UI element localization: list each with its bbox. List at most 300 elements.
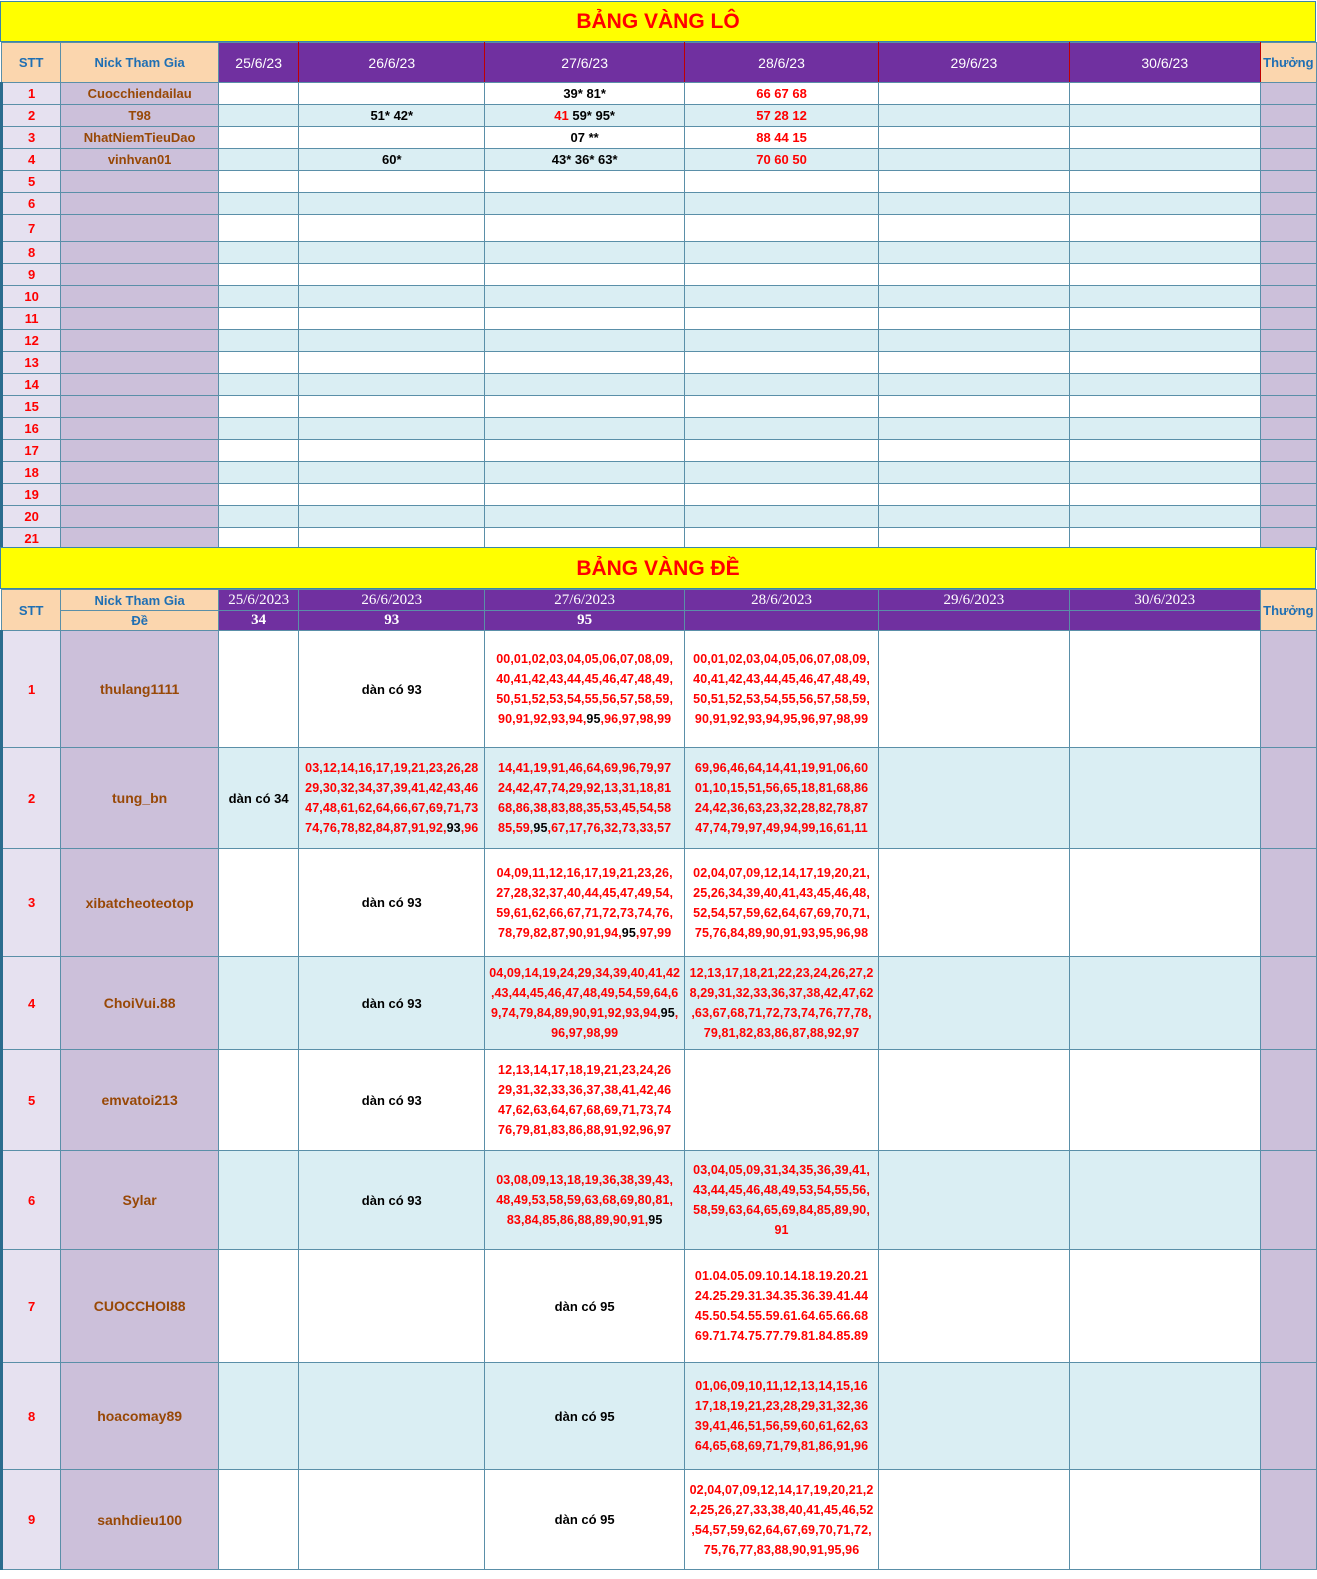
row-stt: 4 bbox=[2, 957, 61, 1050]
number-line bbox=[485, 758, 684, 778]
header-date-3: 27/6/2023 bbox=[485, 590, 685, 611]
de-row bbox=[2, 1250, 1317, 1363]
cell-26-6: 60* bbox=[299, 149, 485, 171]
number-line bbox=[685, 798, 878, 818]
row-nick bbox=[61, 440, 219, 462]
number-text: 75,76,84,89,90,91,93,95,96,98 bbox=[694, 925, 869, 940]
cell-26-6: dàn có 93 bbox=[299, 1151, 485, 1250]
cell-25-6 bbox=[218, 957, 298, 1050]
lo-row bbox=[2, 286, 1317, 308]
number-line bbox=[685, 1220, 878, 1240]
cell-28-6 bbox=[685, 308, 879, 330]
number-line bbox=[685, 1286, 878, 1306]
number-text: 24,42,36,63,23,32,28,82,78,87 bbox=[694, 801, 869, 815]
lo-row bbox=[2, 462, 1317, 484]
number-text: 83,84,85,86,88,89,90,91, bbox=[506, 1213, 649, 1227]
star-numbers: 59* 95* bbox=[568, 108, 615, 123]
cell-25-6 bbox=[218, 352, 298, 374]
row-stt: 6 bbox=[2, 1151, 61, 1250]
number-text: 78,79,82,87,90,91,94, bbox=[498, 925, 622, 940]
number-text: 69.71.74.75.77.79.81.84.85.89 bbox=[694, 1329, 869, 1343]
number-line bbox=[485, 1190, 684, 1210]
cell-25-6 bbox=[218, 83, 298, 105]
result-2: 93 bbox=[299, 611, 485, 631]
number-text: 50,51,52,53,54,55,56,57,58,59, bbox=[496, 692, 674, 706]
result-6 bbox=[1069, 611, 1260, 631]
lo-row bbox=[2, 308, 1317, 330]
lo-row bbox=[2, 418, 1317, 440]
row-nick: Sylar bbox=[61, 1151, 219, 1250]
lo-row bbox=[2, 506, 1317, 528]
cell-30-6 bbox=[1069, 308, 1260, 330]
number-text: 40,41,42,43,44,45,46,47,48,49, bbox=[496, 672, 674, 686]
row-stt: 17 bbox=[2, 440, 61, 462]
cell-25-6 bbox=[218, 1250, 298, 1363]
cell-27-6 bbox=[485, 242, 685, 264]
cell-29-6 bbox=[878, 149, 1069, 171]
cell-26-6 bbox=[299, 396, 485, 418]
number-text: 02,04,07,09,12,14,17,19,20,21, bbox=[693, 865, 870, 880]
cell-26-6 bbox=[299, 171, 485, 193]
header-date-4: 28/6/2023 bbox=[685, 590, 879, 611]
number-text: ,97,99 bbox=[635, 925, 672, 940]
number-text: 52,54,57,59,62,64,67,69,70,71, bbox=[693, 905, 870, 920]
number-line bbox=[685, 689, 878, 709]
cell-thuong bbox=[1260, 308, 1316, 330]
number-text: 14,41,19,91,46,64,69,96,79,97 bbox=[498, 761, 672, 775]
de-row bbox=[2, 1363, 1317, 1470]
cell-30-6 bbox=[1069, 286, 1260, 308]
cell-25-6 bbox=[218, 440, 298, 462]
number-line bbox=[685, 1540, 878, 1560]
cell-29-6 bbox=[878, 1470, 1069, 1570]
number-line bbox=[485, 923, 684, 943]
cell-27-6: 43* 36* 63* bbox=[485, 149, 685, 171]
row-stt: 18 bbox=[2, 462, 61, 484]
cell-thuong bbox=[1260, 1470, 1316, 1570]
cell-30-6 bbox=[1069, 83, 1260, 105]
cell-28-6 bbox=[685, 330, 879, 352]
cell-30-6 bbox=[1069, 418, 1260, 440]
row-nick bbox=[61, 396, 219, 418]
number-text: ,63,67,68,71,72,73,74,76,77,78, bbox=[691, 1006, 872, 1020]
row-stt: 19 bbox=[2, 484, 61, 506]
cell-thuong bbox=[1260, 1250, 1316, 1363]
header-date-5: 29/6/2023 bbox=[878, 590, 1069, 611]
number-line bbox=[485, 963, 684, 983]
number-text: 01,10,15,51,56,65,18,81,68,86 bbox=[694, 781, 869, 795]
row-stt: 14 bbox=[2, 374, 61, 396]
number-text: 50,51,52,53,54,55,56,57,58,59, bbox=[693, 692, 870, 706]
cell-30-6 bbox=[1069, 127, 1260, 149]
row-nick: ChoiVui.88 bbox=[61, 957, 219, 1050]
header-de-label: Đề bbox=[61, 611, 219, 631]
cell-thuong bbox=[1260, 418, 1316, 440]
cell-27-6 bbox=[485, 264, 685, 286]
cell-25-6 bbox=[218, 308, 298, 330]
number-line bbox=[299, 778, 484, 798]
cell-30-6 bbox=[1069, 1250, 1260, 1363]
cell-thuong bbox=[1260, 506, 1316, 528]
cell-thuong bbox=[1260, 462, 1316, 484]
cell-29-6 bbox=[878, 462, 1069, 484]
number-text: , bbox=[674, 1006, 679, 1020]
row-stt: 13 bbox=[2, 352, 61, 374]
cell-28-6: 70 60 50 bbox=[685, 149, 879, 171]
cell-27-6 bbox=[485, 1050, 685, 1151]
number-text: 75,76,77,83,88,90,91,95,96 bbox=[703, 1542, 860, 1557]
number-text: 45.50.54.55.59.61.64.65.66.68 bbox=[694, 1309, 869, 1323]
number-text: 90,91,92,93,94,95,96,97,98,99 bbox=[694, 712, 869, 726]
cell-27-6: 07 ** bbox=[485, 127, 685, 149]
number-line bbox=[685, 1306, 878, 1326]
cell-thuong bbox=[1260, 105, 1316, 127]
row-nick bbox=[61, 193, 219, 215]
cell-30-6 bbox=[1069, 215, 1260, 242]
header-date-3: 27/6/23 bbox=[485, 43, 685, 83]
cell-28-6 bbox=[685, 440, 879, 462]
cell-29-6 bbox=[878, 748, 1069, 849]
cell-25-6 bbox=[218, 149, 298, 171]
row-stt: 2 bbox=[2, 748, 61, 849]
cell-29-6 bbox=[878, 440, 1069, 462]
cell-27-6 bbox=[485, 957, 685, 1050]
cell-thuong bbox=[1260, 748, 1316, 849]
row-stt: 8 bbox=[2, 1363, 61, 1470]
cell-30-6 bbox=[1069, 1470, 1260, 1570]
cell-27-6 bbox=[485, 506, 685, 528]
row-nick: hoacomay89 bbox=[61, 1363, 219, 1470]
cell-28-6 bbox=[685, 484, 879, 506]
cell-28-6 bbox=[685, 748, 879, 849]
header-date-5: 29/6/23 bbox=[878, 43, 1069, 83]
header-date-1: 25/6/2023 bbox=[218, 590, 298, 611]
cell-30-6 bbox=[1069, 1363, 1260, 1470]
cell-30-6 bbox=[1069, 748, 1260, 849]
number-line bbox=[485, 903, 684, 923]
number-line bbox=[299, 758, 484, 778]
cell-29-6 bbox=[878, 264, 1069, 286]
row-nick: T98 bbox=[61, 105, 219, 127]
cell-29-6 bbox=[878, 1250, 1069, 1363]
cell-25-6 bbox=[218, 264, 298, 286]
cell-thuong bbox=[1260, 1050, 1316, 1151]
number-line bbox=[485, 1210, 684, 1230]
cell-25-6 bbox=[218, 105, 298, 127]
header-date-1: 25/6/23 bbox=[218, 43, 298, 83]
cell-thuong bbox=[1260, 242, 1316, 264]
number-text: 96,97,98,99 bbox=[551, 1026, 619, 1040]
cell-30-6 bbox=[1069, 374, 1260, 396]
cell-29-6 bbox=[878, 83, 1069, 105]
row-nick: emvatoi213 bbox=[61, 1050, 219, 1151]
header-date-2: 26/6/23 bbox=[299, 43, 485, 83]
number-text: 02,04,07,09,12,14,17,19,20,21,2 bbox=[689, 1482, 874, 1497]
number-line bbox=[685, 1376, 878, 1396]
cell-26-6 bbox=[299, 330, 485, 352]
cell-25-6 bbox=[218, 396, 298, 418]
cell-26-6 bbox=[299, 264, 485, 286]
cell-28-6 bbox=[685, 374, 879, 396]
number-text: 00,01,02,03,04,05,06,07,08,09, bbox=[496, 652, 674, 666]
number-text: 59,61,62,66,67,71,72,73,74,76, bbox=[496, 905, 674, 920]
row-stt: 1 bbox=[2, 631, 61, 748]
cell-26-6 bbox=[299, 193, 485, 215]
cell-29-6 bbox=[878, 957, 1069, 1050]
row-nick bbox=[61, 264, 219, 286]
row-stt: 4 bbox=[2, 149, 61, 171]
number-line bbox=[685, 1520, 878, 1540]
header-date-4: 28/6/23 bbox=[685, 43, 879, 83]
cell-27-6 bbox=[485, 440, 685, 462]
cell-28-6 bbox=[685, 352, 879, 374]
number-text: 76,79,81,83,86,88,91,92,96,97 bbox=[498, 1123, 672, 1137]
lo-row bbox=[2, 83, 1317, 105]
header-thuong: Thưởng bbox=[1260, 43, 1316, 83]
row-stt: 1 bbox=[2, 83, 61, 105]
result-5 bbox=[878, 611, 1069, 631]
number-text: 64,65,68,69,71,79,81,86,91,96 bbox=[694, 1439, 869, 1453]
number-text: 47,74,79,97,49,94,99,16,61,11 bbox=[695, 821, 868, 835]
row-stt: 2 bbox=[2, 105, 61, 127]
number-text: 9,74,79,84,89,90,91,92,93,94, bbox=[490, 1006, 661, 1020]
number-text: ,96 bbox=[460, 821, 479, 835]
cell-30-6 bbox=[1069, 105, 1260, 127]
cell-29-6 bbox=[878, 631, 1069, 748]
cell-27-6 bbox=[485, 748, 685, 849]
cell-26-6 bbox=[299, 506, 485, 528]
cell-25-6 bbox=[218, 1151, 298, 1250]
cell-28-6 bbox=[685, 1050, 879, 1151]
row-stt: 9 bbox=[2, 1470, 61, 1570]
cell-29-6 bbox=[878, 286, 1069, 308]
cell-29-6 bbox=[878, 242, 1069, 264]
result-4 bbox=[685, 611, 879, 631]
row-nick bbox=[61, 308, 219, 330]
cell-27-6: 39* 81* bbox=[485, 83, 685, 105]
number-text: 2,25,26,27,33,38,40,41,45,46,52 bbox=[689, 1502, 874, 1517]
cell-thuong bbox=[1260, 83, 1316, 105]
de-row bbox=[2, 748, 1317, 849]
number-text: 85,59, bbox=[498, 821, 534, 835]
cell-29-6 bbox=[878, 484, 1069, 506]
row-nick bbox=[61, 171, 219, 193]
cell-25-6 bbox=[218, 418, 298, 440]
number-line bbox=[485, 863, 684, 883]
cell-thuong bbox=[1260, 1151, 1316, 1250]
cell-27-6: dàn có 95 bbox=[485, 1470, 685, 1570]
cell-29-6 bbox=[878, 105, 1069, 127]
cell-25-6 bbox=[218, 631, 298, 748]
cell-29-6 bbox=[878, 127, 1069, 149]
cell-29-6 bbox=[878, 418, 1069, 440]
cell-25-6 bbox=[218, 374, 298, 396]
number-text: 27,28,32,37,40,44,45,47,49,54, bbox=[496, 885, 674, 900]
number-text: 74,76,78,82,84,87,91,92, bbox=[305, 821, 447, 835]
cell-26-6 bbox=[299, 215, 485, 242]
number-line bbox=[685, 923, 878, 943]
lo-row bbox=[2, 264, 1317, 286]
row-nick: tung_bn bbox=[61, 748, 219, 849]
cell-27-6 bbox=[485, 849, 685, 957]
cell-thuong bbox=[1260, 215, 1316, 242]
cell-28-6 bbox=[685, 1250, 879, 1363]
row-nick: CUOCCHOI88 bbox=[61, 1250, 219, 1363]
row-nick: vinhvan01 bbox=[61, 149, 219, 171]
cell-28-6 bbox=[685, 264, 879, 286]
de-row bbox=[2, 957, 1317, 1050]
number-line bbox=[485, 1120, 684, 1140]
cell-25-6 bbox=[218, 1363, 298, 1470]
row-stt: 7 bbox=[2, 215, 61, 242]
number-text: 29,30,32,34,37,39,41,42,43,46 bbox=[305, 781, 479, 795]
cell-thuong bbox=[1260, 127, 1316, 149]
cell-30-6 bbox=[1069, 352, 1260, 374]
cell-28-6 bbox=[685, 849, 879, 957]
cell-26-6 bbox=[299, 374, 485, 396]
cell-26-6 bbox=[299, 484, 485, 506]
row-stt: 15 bbox=[2, 396, 61, 418]
lo-row bbox=[2, 105, 1317, 127]
cell-thuong bbox=[1260, 286, 1316, 308]
cell-28-6 bbox=[685, 462, 879, 484]
number-line bbox=[685, 1436, 878, 1456]
cell-thuong bbox=[1260, 264, 1316, 286]
cell-30-6 bbox=[1069, 264, 1260, 286]
header-nick: Nick Tham Gia bbox=[61, 590, 219, 611]
cell-28-6 bbox=[685, 396, 879, 418]
row-stt: 5 bbox=[2, 1050, 61, 1151]
cell-29-6 bbox=[878, 352, 1069, 374]
lo-table bbox=[0, 42, 1317, 550]
cell-30-6 bbox=[1069, 242, 1260, 264]
cell-thuong bbox=[1260, 352, 1316, 374]
cell-28-6 bbox=[685, 215, 879, 242]
number-line bbox=[485, 883, 684, 903]
cell-27-6 bbox=[485, 396, 685, 418]
number-text: 48,49,53,58,59,63,68,69,80,81, bbox=[496, 1193, 674, 1207]
cell-25-6 bbox=[218, 242, 298, 264]
de-row bbox=[2, 1151, 1317, 1250]
winning-number: 95 bbox=[621, 925, 636, 940]
cell-30-6 bbox=[1069, 330, 1260, 352]
cell-27-6 bbox=[485, 215, 685, 242]
header-date-2: 26/6/2023 bbox=[299, 590, 485, 611]
row-nick bbox=[61, 506, 219, 528]
row-nick: thulang1111 bbox=[61, 631, 219, 748]
cell-thuong bbox=[1260, 484, 1316, 506]
number-line bbox=[485, 798, 684, 818]
cell-thuong bbox=[1260, 374, 1316, 396]
cell-27-6 bbox=[485, 286, 685, 308]
cell-26-6 bbox=[299, 242, 485, 264]
lo-row bbox=[2, 396, 1317, 418]
number-text: 01.04.05.09.10.14.18.19.20.21 bbox=[694, 1269, 869, 1283]
cell-27-6 bbox=[485, 171, 685, 193]
number-text: 04,09,14,19,24,29,34,39,40,41,42 bbox=[489, 966, 681, 980]
cell-26-6: 51* 42* bbox=[299, 105, 485, 127]
cell-25-6 bbox=[218, 484, 298, 506]
cell-27-6 bbox=[485, 308, 685, 330]
lo-row bbox=[2, 330, 1317, 352]
cell-30-6 bbox=[1069, 1151, 1260, 1250]
cell-thuong bbox=[1260, 171, 1316, 193]
number-line bbox=[685, 669, 878, 689]
cell-26-6 bbox=[299, 1363, 485, 1470]
cell-26-6 bbox=[299, 748, 485, 849]
cell-thuong bbox=[1260, 957, 1316, 1050]
cell-28-6 bbox=[685, 1470, 879, 1570]
cell-thuong bbox=[1260, 330, 1316, 352]
number-line bbox=[685, 1023, 878, 1043]
row-nick bbox=[61, 242, 219, 264]
cell-25-6 bbox=[218, 849, 298, 957]
cell-26-6 bbox=[299, 352, 485, 374]
cell-30-6 bbox=[1069, 849, 1260, 957]
number-line bbox=[485, 1170, 684, 1190]
number-line bbox=[485, 983, 684, 1003]
number-text: 47,48,61,62,64,66,67,69,71,73 bbox=[305, 801, 479, 815]
cell-26-6 bbox=[299, 83, 485, 105]
number-line bbox=[485, 1060, 684, 1080]
header-nick: Nick Tham Gia bbox=[61, 43, 219, 83]
cell-27-6 bbox=[485, 352, 685, 374]
number-text: ,67,17,76,32,73,33,57 bbox=[547, 821, 672, 835]
header-date-6: 30/6/2023 bbox=[1069, 590, 1260, 611]
number-text: 40,41,42,43,44,45,46,47,48,49, bbox=[693, 672, 870, 686]
row-nick: NhatNiemTieuDao bbox=[61, 127, 219, 149]
cell-thuong bbox=[1260, 440, 1316, 462]
cell-30-6 bbox=[1069, 957, 1260, 1050]
cell-28-6 bbox=[685, 242, 879, 264]
header-stt: STT bbox=[2, 43, 61, 83]
number-line bbox=[485, 818, 684, 838]
number-line bbox=[685, 1326, 878, 1346]
cell-29-6 bbox=[878, 1363, 1069, 1470]
number-line bbox=[685, 1200, 878, 1220]
row-nick: xibatcheoteotop bbox=[61, 849, 219, 957]
cell-25-6 bbox=[218, 127, 298, 149]
cell-25-6 bbox=[218, 330, 298, 352]
cell-30-6 bbox=[1069, 396, 1260, 418]
winning-number: 93 bbox=[446, 821, 461, 835]
cell-27-6: dàn có 95 bbox=[485, 1250, 685, 1363]
cell-26-6 bbox=[299, 286, 485, 308]
cell-30-6 bbox=[1069, 171, 1260, 193]
cell-30-6 bbox=[1069, 462, 1260, 484]
cell-26-6 bbox=[299, 308, 485, 330]
number-text: 03,08,09,13,18,19,36,38,39,43, bbox=[496, 1173, 674, 1187]
cell-27-6 bbox=[485, 330, 685, 352]
number-line bbox=[685, 758, 878, 778]
number-text: 90,91,92,93,94, bbox=[498, 712, 587, 726]
number-line bbox=[485, 778, 684, 798]
red-number: 41 bbox=[554, 108, 569, 123]
row-nick bbox=[61, 215, 219, 242]
number-line bbox=[685, 1266, 878, 1286]
row-nick: Cuocchiendailau bbox=[61, 83, 219, 105]
number-line bbox=[685, 863, 878, 883]
cell-30-6 bbox=[1069, 506, 1260, 528]
row-nick bbox=[61, 462, 219, 484]
cell-28-6 bbox=[685, 1151, 879, 1250]
row-stt: 20 bbox=[2, 506, 61, 528]
number-line bbox=[685, 1416, 878, 1436]
number-text: 79,81,82,83,86,87,88,92,97 bbox=[703, 1026, 860, 1040]
row-nick bbox=[61, 286, 219, 308]
cell-25-6 bbox=[218, 1470, 298, 1570]
cell-29-6 bbox=[878, 849, 1069, 957]
